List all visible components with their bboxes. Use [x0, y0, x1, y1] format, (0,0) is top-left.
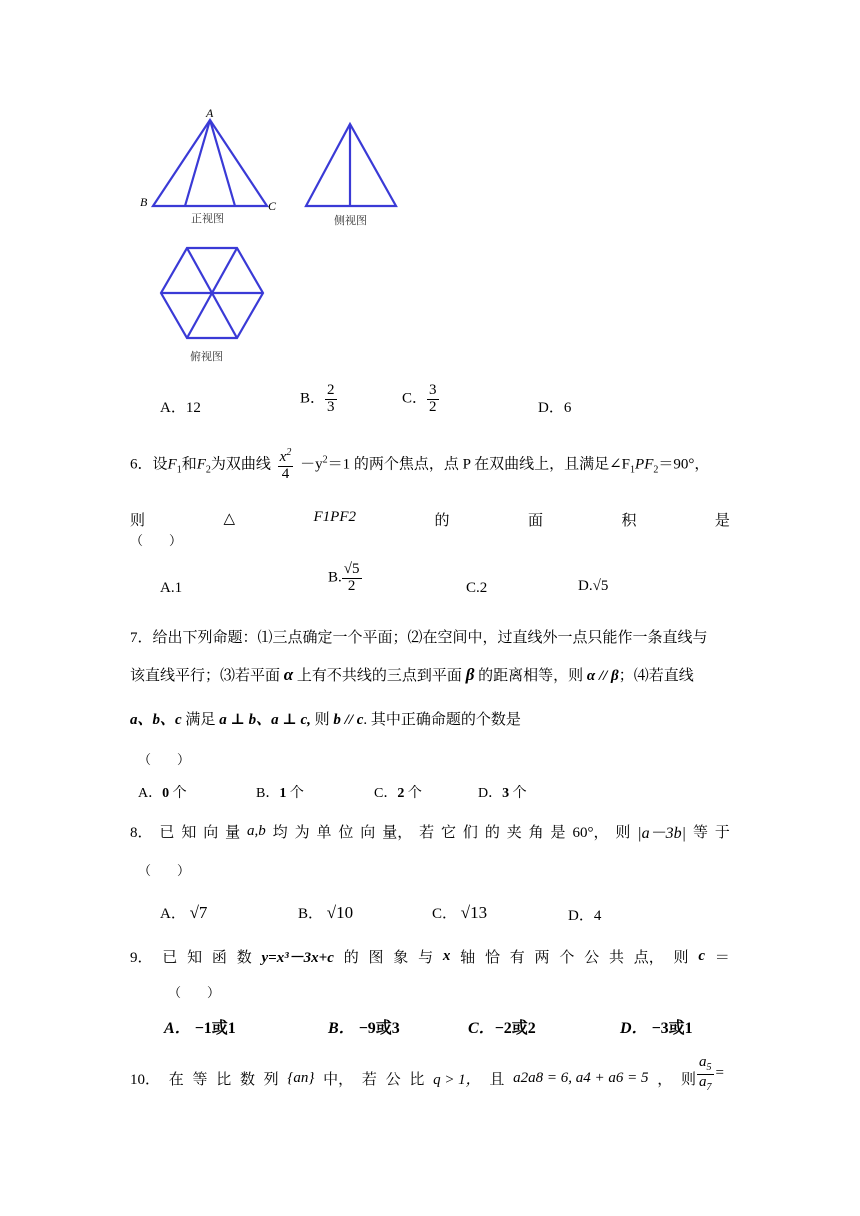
q7-line3: a、b、c 满足 a ⊥ b、a ⊥ c, 则 b // c. 其中正确命题的个数是 [130, 712, 521, 728]
q6-option-d: D.√5 [578, 578, 609, 594]
q8-line1: 8． 已 知 向 量 a,b 均 为 单 位 向 量， 若 它 们 的 夹 角 是 60°， 则 |a－3b| 等 于 [130, 823, 730, 842]
q8-option-c: C． √13 [432, 903, 488, 922]
side-view-figure [300, 118, 410, 218]
q7-option-b: B．1 个 [256, 786, 304, 801]
q5-option-a: A．12 [160, 400, 201, 416]
q9-option-b: B． −9或3 [328, 1020, 400, 1037]
q8-option-d: D．4 [568, 908, 602, 924]
q7-option-a: A．0 个 [138, 786, 187, 801]
q9-option-c: C．−2或2 [468, 1020, 536, 1037]
q6-stem: 6．设$F_1$和$F_2$为双曲线 $\frac{x^2}{4}$ $-y^2=1$ 的两个焦点，点 P 在双曲线上，且满足$\angle F_1PF_2=90^\circ$， [130, 447, 710, 482]
q8-option-a: A． √7 [160, 903, 208, 922]
q9-option-a: A． −1或1 [164, 1020, 236, 1037]
q8-answer-blank: （ ） [138, 863, 191, 878]
q9-answer-blank: （ ） [168, 985, 221, 1000]
q6-line2: 则 △ F1PF2 的 面 积 是 [130, 509, 730, 529]
vertex-label-a: A [206, 106, 214, 120]
q8-option-b: B． √10 [298, 903, 354, 922]
front-view-caption: 正视图 [191, 212, 224, 225]
q6-option-a: A.1 [160, 580, 183, 596]
q5-option-c: C． $\frac{3}{2}$ [402, 382, 437, 415]
q7-line2: 该直线平行；⑶若平面 α 上有不共线的三点到平面 β 的距离相等，则 α // β；⑷若直线 [130, 665, 694, 684]
top-view-caption: 俯视图 [190, 350, 223, 363]
q6-option-b: B. $\frac{√5}{2}$ [328, 561, 360, 594]
q7-line1: 7．给出下列命题：⑴三点确定一个平面；⑵在空间中，过直线外一点只能作一条直线与 [130, 630, 708, 646]
q7-answer-blank: （ ） [138, 752, 191, 767]
q10-line1: 10． 在 等 比 数 列 {an} 中， 若 公 比 q > 1， 且 a2a8 = 6, a4 + a6 = 5 ， 则 [130, 1070, 696, 1088]
q9-option-d: D． −3或1 [620, 1020, 693, 1037]
front-view-figure [135, 106, 285, 226]
q6-option-c: C.2 [466, 580, 488, 596]
q9-line1: 9． 已 知 函 数 y=x³－3x+c 的 图 象 与 x 轴 恰 有 两 个 公 共 点， 则 c ＝ [130, 948, 730, 966]
vertex-label-c: C [268, 199, 277, 213]
side-view-caption: 侧视图 [334, 214, 367, 227]
q7-option-d: D．3 个 [478, 786, 527, 801]
q7-options [138, 782, 527, 802]
q5-option-b: B． $\frac{2}{3}$ [300, 382, 335, 415]
q6-answer-blank: （ ） [130, 533, 183, 548]
q7-option-c: C．2 个 [374, 786, 422, 801]
vertex-label-b: B [140, 195, 148, 209]
q5-option-d: D．6 [538, 400, 572, 416]
q10-ratio: $\frac{a_5}{a_7}$ = [699, 1054, 724, 1093]
top-view-figure [152, 240, 272, 350]
